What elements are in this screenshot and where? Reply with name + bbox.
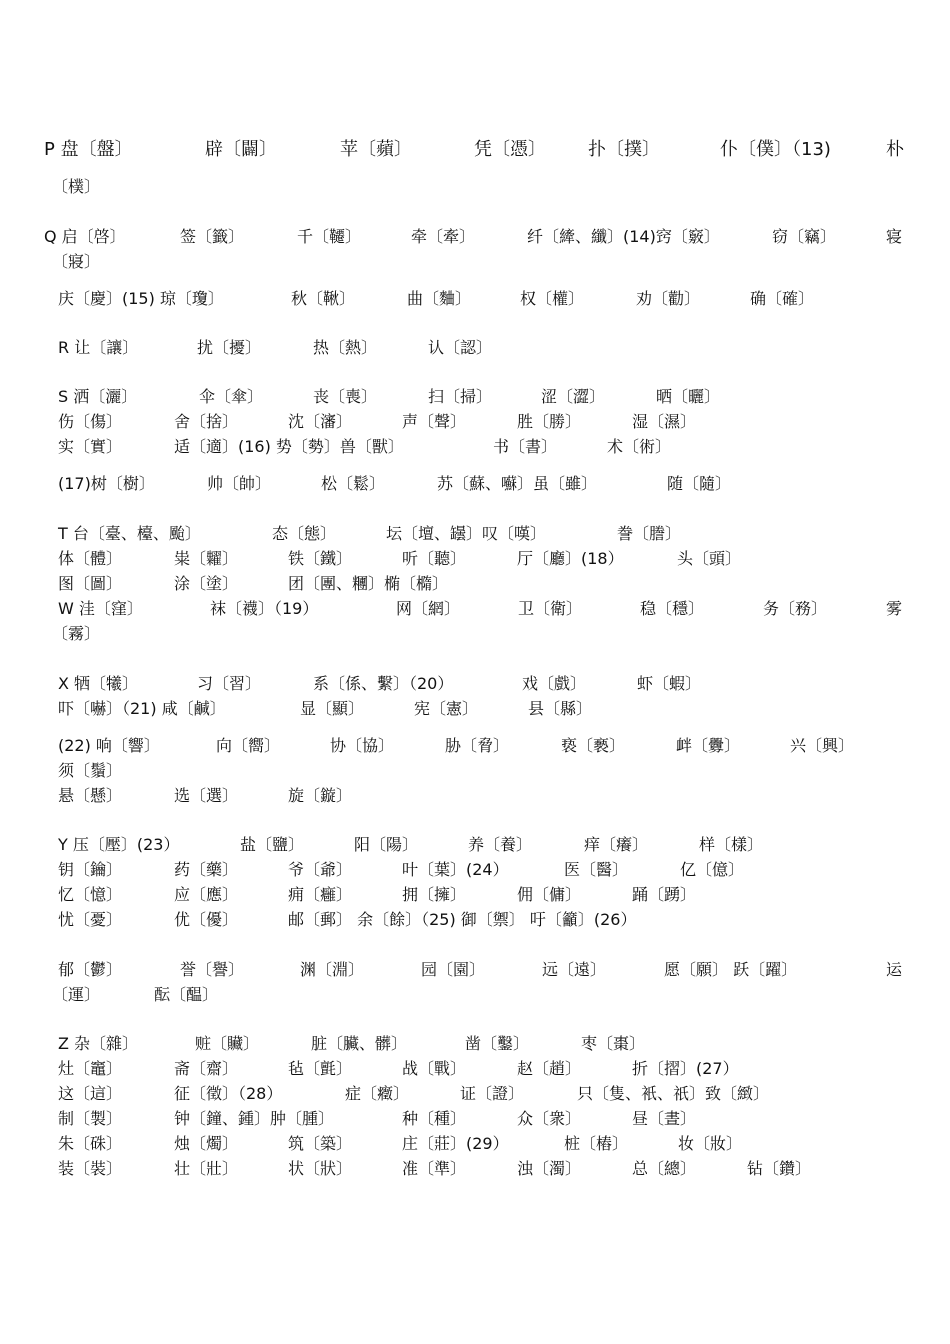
entry: 粜〔糶〕 [174, 549, 239, 568]
entry: 图〔圖〕 [58, 574, 123, 593]
text-line [0, 1131, 950, 1157]
entry: 确〔確〕 [750, 289, 815, 308]
entry: 辟〔闢〕 [205, 139, 277, 160]
text-line [0, 832, 950, 858]
entry: 舍〔捨〕 [174, 412, 239, 431]
entry: 样〔樣〕 [699, 835, 764, 854]
entry: 网〔網〕 [396, 599, 461, 618]
entry: 亿〔億〕 [680, 860, 745, 879]
entry: 稳〔穩〕 [640, 599, 705, 618]
entry: 千〔韆〕 [297, 227, 362, 246]
entry: 显〔顯〕 [300, 699, 365, 718]
text-line [0, 783, 950, 809]
entry: 踊〔踴〕 [632, 885, 697, 904]
entry: 总〔總〕 [632, 1159, 697, 1178]
entry: 坛〔壇、罎〕叹〔嘆〕 [386, 524, 547, 543]
entry: 权〔權〕 [520, 289, 585, 308]
entry: 朱〔硃〕 [58, 1134, 123, 1153]
entry: 胁〔脅〕 [445, 736, 510, 755]
entry: 悬〔懸〕 [58, 786, 123, 805]
entry: 胜〔勝〕 [517, 412, 582, 431]
entry: 妆〔妝〕 [678, 1134, 743, 1153]
text-line [0, 596, 950, 622]
entry: 听〔聽〕 [402, 549, 467, 568]
entry: 医〔醫〕 [564, 860, 629, 879]
entry: W 洼〔窪〕 [58, 599, 143, 618]
entry: R 让〔讓〕 [58, 338, 139, 357]
entry: 阳〔陽〕 [354, 835, 419, 854]
entry: 佣〔傭〕 [517, 885, 582, 904]
entry: 这〔這〕 [58, 1084, 123, 1103]
entry: 〔運〕 [52, 985, 101, 1004]
entry: 书〔書〕 [493, 437, 558, 456]
entry: 赵〔趙〕 [517, 1059, 582, 1078]
entry: 只〔隻、衹、祇〕致〔緻〕 [577, 1084, 770, 1103]
entry: 郁〔鬱〕 [58, 960, 123, 979]
entry: P 盘〔盤〕 [44, 139, 133, 160]
entry: 准〔準〕 [402, 1159, 467, 1178]
entry: 盐〔鹽〕 [240, 835, 305, 854]
entry: 叶〔葉〕(24） [402, 860, 509, 879]
entry: 装〔裝〕 [58, 1159, 123, 1178]
entry: 伤〔傷〕 [58, 412, 123, 431]
entry: 应〔應〕 [174, 885, 239, 904]
entry: 钥〔鑰〕 [58, 860, 123, 879]
text-line [0, 758, 950, 784]
entry: 忆〔憶〕 [58, 885, 123, 904]
entry: 园〔園〕 [421, 960, 486, 979]
entry: 签〔籤〕 [180, 227, 245, 246]
entry: 渊〔淵〕 [300, 960, 365, 979]
entry: 寝 [886, 227, 903, 246]
entry: 选〔選〕 [174, 786, 239, 805]
entry: 旋〔鏇〕 [288, 786, 353, 805]
entry: 证〔證〕 [460, 1084, 525, 1103]
text-line [0, 249, 950, 275]
text-line [0, 907, 950, 933]
entry: 远〔遠〕 [542, 960, 607, 979]
entry: 热〔熱〕 [313, 338, 378, 357]
entry: 认〔認〕 [428, 338, 493, 357]
entry: 赃〔贜〕 [195, 1034, 260, 1053]
entry: 凿〔鑿〕 [465, 1034, 530, 1053]
text-line [0, 286, 950, 312]
entry: 适〔適〕(16) 势〔勢〕兽〔獸〕 [174, 437, 404, 456]
entry: 壮〔壯〕 [174, 1159, 239, 1178]
entry: 帅〔帥〕 [207, 474, 272, 493]
entry: S 洒〔灑〕 [58, 387, 138, 406]
entry: 钟〔鐘、鍾〕肿〔腫〕 [174, 1109, 335, 1128]
entry: 亵〔褻〕 [561, 736, 626, 755]
entry: 吓〔嚇〕（21) 咸〔鹹〕 [58, 699, 226, 718]
entry: 系〔係、繫〕（20） [313, 674, 454, 693]
entry: 苹〔蘋〕 [340, 139, 412, 160]
entry: 沈〔瀋〕 [288, 412, 353, 431]
text-line [0, 384, 950, 410]
entry: 战〔戰〕 [402, 1059, 467, 1078]
entry: 养〔養〕 [468, 835, 533, 854]
text-line [0, 733, 950, 759]
entry: 种〔種〕 [402, 1109, 467, 1128]
entry: 药〔藥〕 [174, 860, 239, 879]
entry: 曲〔麯〕 [407, 289, 472, 308]
entry: 态〔態〕 [272, 524, 337, 543]
entry: 习〔習〕 [197, 674, 262, 693]
entry: 拥〔擁〕 [402, 885, 467, 904]
entry: 随〔隨〕 [667, 474, 732, 493]
entry: 爷〔爺〕 [288, 860, 353, 879]
entry: 状〔狀〕 [288, 1159, 353, 1178]
entry: 脏〔臟、髒〕 [311, 1034, 408, 1053]
text-line [0, 882, 950, 908]
entry: 声〔聲〕 [402, 412, 467, 431]
entry: T 台〔臺、檯、颱〕 [58, 524, 201, 543]
entry: 县〔縣〕 [528, 699, 593, 718]
entry: 向〔嚮〕 [216, 736, 281, 755]
entry: 誉〔譽〕 [180, 960, 245, 979]
text-line [0, 957, 950, 983]
entry: 厅〔廳〕(18） [517, 549, 624, 568]
entry: 协〔協〕 [330, 736, 395, 755]
entry: Q 启〔啓〕 [44, 227, 126, 246]
entry: (22) 响〔響〕 [58, 736, 160, 755]
entry: 宪〔憲〕 [414, 699, 479, 718]
entry: 湿〔濕〕 [632, 412, 697, 431]
entry: 袜〔襪〕（19） [210, 599, 319, 618]
entry: 痒〔癢〕 [584, 835, 649, 854]
entry: 庆〔慶〕(15) 琼〔瓊〕 [58, 289, 224, 308]
entry: 体〔體〕 [58, 549, 123, 568]
entry: 扰〔擾〕 [197, 338, 262, 357]
text-line [0, 471, 950, 497]
entry: 窃〔竊〕 [772, 227, 837, 246]
entry: 衅〔釁〕 [676, 736, 741, 755]
entry: (17)树〔樹〕 [58, 474, 155, 493]
text-line [0, 982, 950, 1008]
entry: Y 压〔壓〕(23） [58, 835, 180, 854]
entry: 誊〔謄〕 [617, 524, 682, 543]
entry: 灶〔竈〕 [58, 1059, 123, 1078]
entry: 须〔鬚〕 [58, 761, 123, 780]
text-line [0, 1156, 950, 1182]
entry: 丧〔喪〕 [313, 387, 378, 406]
text-line [0, 335, 950, 361]
entry: 钻〔鑽〕 [747, 1159, 812, 1178]
entry: 运 [886, 960, 903, 979]
entry: 虾〔蝦〕 [637, 674, 702, 693]
entry: 仆〔僕〕（13) [720, 139, 831, 160]
text-line [0, 857, 950, 883]
entry: 朴 [886, 139, 904, 160]
entry: 卫〔衛〕 [518, 599, 583, 618]
entry: 折〔摺〕(27） [632, 1059, 739, 1078]
entry: 纤〔縴、纖〕(14)窍〔竅〕 [527, 227, 720, 246]
entry: 症〔癥〕 [345, 1084, 410, 1103]
entry: 团〔團、糰〕椭〔橢〕 [288, 574, 449, 593]
entry: 桩〔樁〕 [564, 1134, 629, 1153]
entry: 术〔術〕 [607, 437, 672, 456]
entry: 晒〔曬〕 [656, 387, 721, 406]
text-line [0, 409, 950, 435]
entry: Z 杂〔雜〕 [58, 1034, 139, 1053]
entry: 涂〔塗〕 [174, 574, 239, 593]
text-line [0, 696, 950, 722]
text-line [0, 1106, 950, 1132]
entry: 〔霧〕 [52, 624, 101, 643]
entry: 凭〔憑〕 [474, 139, 546, 160]
entry: 忧〔憂〕 [58, 910, 123, 929]
text-line [0, 137, 950, 163]
entry: 戏〔戲〕 [522, 674, 587, 693]
entry: 雾 [886, 599, 903, 618]
entry: 牵〔牽〕 [411, 227, 476, 246]
entry: 痈〔癰〕 [288, 885, 353, 904]
entry: 昼〔晝〕 [632, 1109, 697, 1128]
entry: 涩〔澀〕 [541, 387, 606, 406]
entry: 扑〔撲〕 [588, 139, 660, 160]
entry: 扫〔掃〕 [428, 387, 493, 406]
entry: 酝〔醖〕 [154, 985, 219, 1004]
entry: 斋〔齋〕 [174, 1059, 239, 1078]
text-line [0, 434, 950, 460]
entry: 秋〔鞦〕 [291, 289, 356, 308]
entry: 松〔鬆〕 [321, 474, 386, 493]
text-line [0, 546, 950, 572]
entry: 庄〔莊〕(29） [402, 1134, 509, 1153]
entry: 〔樸〕 [52, 177, 101, 196]
entry: 实〔實〕 [58, 437, 123, 456]
entry: 浊〔濁〕 [517, 1159, 582, 1178]
text-line [0, 671, 950, 697]
entry: 头〔頭〕 [677, 549, 742, 568]
entry: 邮〔郵〕 余〔餘〕（25) 御〔禦〕 吁〔籲〕(26） [288, 910, 637, 929]
text-line [0, 621, 950, 647]
entry: 〔寢〕 [52, 252, 101, 271]
entry: 制〔製〕 [58, 1109, 123, 1128]
entry: 筑〔築〕 [288, 1134, 353, 1153]
entry: 烛〔燭〕 [174, 1134, 239, 1153]
entry: X 牺〔犧〕 [58, 674, 139, 693]
entry: 愿〔願〕 跃〔躍〕 [664, 960, 798, 979]
text-line [0, 571, 950, 597]
entry: 征〔徵〕（28） [174, 1084, 283, 1103]
text-line [0, 1056, 950, 1082]
entry: 枣〔棗〕 [581, 1034, 646, 1053]
entry: 兴〔興〕 [790, 736, 855, 755]
entry: 务〔務〕 [763, 599, 828, 618]
entry: 伞〔傘〕 [199, 387, 264, 406]
text-line [0, 521, 950, 547]
entry: 众〔衆〕 [517, 1109, 582, 1128]
text-line [0, 1031, 950, 1057]
entry: 劝〔勸〕 [636, 289, 701, 308]
text-line [0, 174, 950, 200]
entry: 优〔優〕 [174, 910, 239, 929]
text-line [0, 224, 950, 250]
entry: 毡〔氈〕 [288, 1059, 353, 1078]
entry: 铁〔鐵〕 [288, 549, 353, 568]
entry: 苏〔蘇、囌〕虽〔雖〕 [437, 474, 598, 493]
text-line [0, 1081, 950, 1107]
